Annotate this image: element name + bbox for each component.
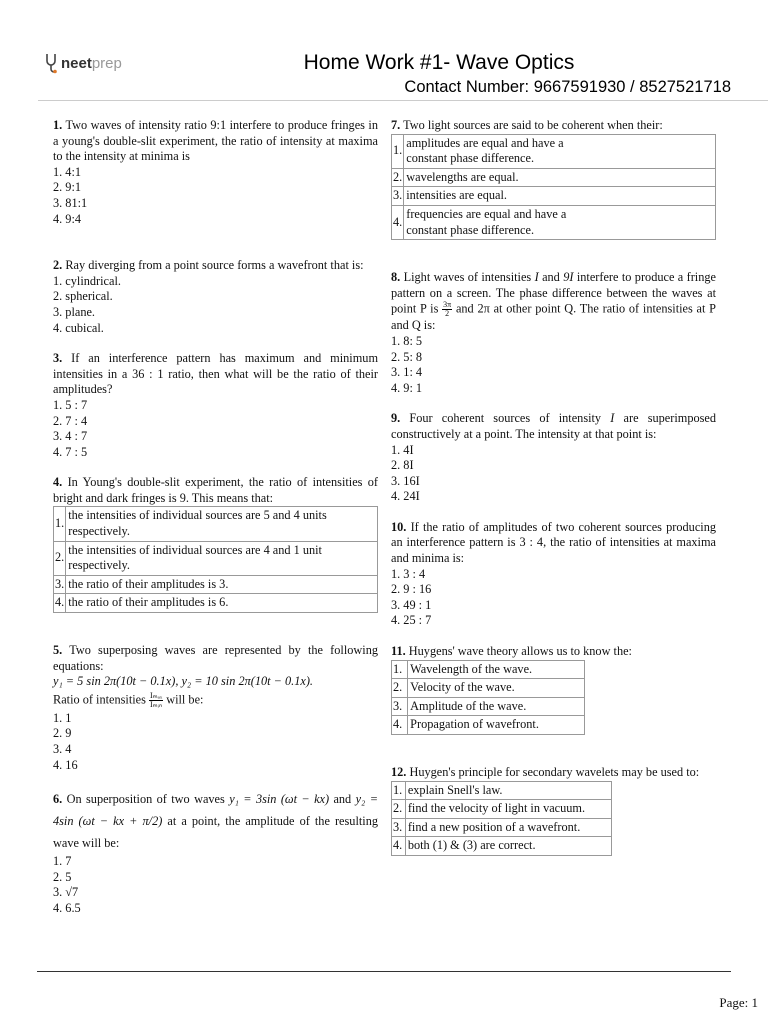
options-list — [391, 567, 716, 629]
question-6 — [53, 788, 378, 916]
question-1 — [53, 118, 378, 227]
question-text: 3. If an interference pattern has maximum and minimum intensities in a 36 : 1 ratio, then what will be the ratio of their amplitudes? — [53, 351, 379, 397]
question-5 — [53, 643, 378, 773]
option-row[interactable]: 2. the intensities of individual sources are 4 and 1 unit respectively. — [54, 541, 378, 575]
option[interactable]: 4. 25 : 7 — [391, 613, 432, 628]
option-row[interactable]: 3. the ratio of their amplitudes is 3. — [54, 575, 378, 594]
option[interactable]: 1. 4:1 — [53, 164, 82, 179]
page-title: Home Work #1- Wave Optics — [303, 51, 575, 74]
options-list — [53, 398, 378, 460]
question-9 — [391, 411, 716, 505]
options-list — [53, 711, 378, 773]
option-row[interactable]: 4. both (1) & (3) are correct. — [392, 837, 612, 856]
option-row[interactable]: 2. wavelengths are equal. — [392, 168, 716, 187]
question-text: 9. Four coherent sources of intensity I are superimposed constructively at a point. The intensity at that point is: — [391, 411, 717, 441]
option-row[interactable]: 4. Propagation of wavefront. — [392, 716, 585, 735]
option[interactable]: 1. cylindrical. — [53, 273, 121, 288]
right-column — [391, 118, 716, 856]
option-row[interactable]: 1. the intensities of individual sources are 5 and 4 units respectively. — [54, 507, 378, 541]
options-table — [391, 660, 585, 735]
option[interactable]: 2. 9:1 — [53, 180, 82, 195]
question-7 — [391, 118, 716, 240]
option-row[interactable]: 2. Velocity of the wave. — [392, 679, 585, 698]
option[interactable]: 2. 5: 8 — [391, 349, 423, 364]
option[interactable]: 2. 9 — [53, 726, 72, 741]
option[interactable]: 4. 16 — [53, 757, 78, 772]
option[interactable]: 3. plane. — [53, 304, 96, 319]
option[interactable]: 1. 5 : 7 — [53, 397, 88, 412]
option-row[interactable]: 1. Wavelength of the wave. — [392, 660, 585, 679]
options-list — [53, 854, 378, 916]
options-list — [53, 274, 378, 336]
options-list — [391, 443, 716, 505]
option[interactable]: 1. 7 — [53, 854, 72, 869]
options-list — [53, 165, 378, 227]
option[interactable]: 2. spherical. — [53, 289, 113, 304]
page-number: Page: 1 — [719, 995, 758, 1010]
option[interactable]: 2. 9 : 16 — [391, 582, 432, 597]
question-text: 8. Light waves of intensities I and 9I interfere to produce a fringe pattern on a screen. The phase difference between the waves at point P is $\frac{3\pi}{2}$ and 2π at other point Q. The ratio of intensities at P and Q is: — [391, 270, 717, 333]
option[interactable]: 4. 24I — [391, 489, 420, 504]
question-3 — [53, 351, 378, 460]
question-text: 11. Huygens' wave theory allows us to know the: — [391, 644, 632, 659]
option[interactable]: 4. 7 : 5 — [53, 444, 88, 459]
option[interactable]: 3. 4 — [53, 742, 72, 756]
question-12 — [391, 765, 716, 856]
option[interactable]: 3. 1: 4 — [391, 365, 423, 380]
option[interactable]: 1. 8: 5 — [391, 333, 423, 348]
option-row[interactable]: 2. find the velocity of light in vacuum. — [392, 800, 612, 819]
option-row[interactable]: 3. Amplitude of the wave. — [392, 697, 585, 716]
left-column — [53, 118, 378, 917]
option[interactable]: 1. 1 — [53, 710, 72, 725]
option[interactable]: 3. 16I — [391, 473, 420, 488]
question-text: 2. Ray diverging from a point source forms a wavefront that is: — [53, 258, 364, 273]
options-table — [391, 781, 612, 856]
equation: y₁ = 5 sin 2π(10t − 0.1x), y₂ = 10 sin 2π(10t − 0.1x). — [53, 674, 313, 689]
question-text: 7. Two light sources are said to be coherent when their: — [391, 118, 663, 132]
option[interactable]: 3. 81:1 — [53, 195, 88, 210]
option[interactable]: 2. 5 — [53, 869, 72, 884]
question-10 — [391, 520, 716, 629]
options-table — [391, 134, 716, 241]
question-2 — [53, 258, 378, 336]
option[interactable]: 4. 9:4 — [53, 211, 82, 226]
option-row[interactable]: 3. find a new position of a wavefront. — [392, 818, 612, 837]
question-text: 12. Huygen's principle for secondary wavelets may be used to: — [391, 765, 700, 779]
option[interactable]: 4. 6.5 — [53, 900, 81, 915]
fraction: $\frac{\text{Iₘₐₓ}}{\text{Iₘᵢₙ}}$ — [149, 690, 163, 709]
question-text: 4. In Young's double-slit experiment, the ratio of intensities of bright and dark fringes is 9. This means that: — [53, 475, 378, 505]
option[interactable]: 1. 4I — [391, 442, 414, 457]
option[interactable]: 2. 7 : 4 — [53, 413, 88, 428]
logo-text: neetprep — [61, 54, 122, 72]
question-11 — [391, 644, 716, 735]
option-row[interactable]: 4. the ratio of their amplitudes is 6. — [54, 594, 378, 613]
ratio-line: Ratio of intensities $\frac{\text{Iₘₐₓ}}{\text{Iₘᵢₙ}}$ will be: — [53, 690, 204, 709]
header-divider — [38, 100, 768, 101]
options-list — [391, 334, 716, 396]
question-text: 5. Two superposing waves are represented by the following equations: — [53, 643, 378, 673]
fraction: $\frac{3\pi}{2}$ — [443, 300, 452, 319]
option[interactable]: 4. cubical. — [53, 320, 104, 335]
footer-divider — [37, 971, 731, 972]
options-table — [53, 506, 378, 613]
option[interactable]: 1. 3 : 4 — [391, 566, 426, 581]
question-text: 6. On superposition of two waves y₁ = 3sin (ωt − kx) and y₂ = 4sin (ωt − kx + π/2) at a point, the amplitude of the resulting wave will be: — [53, 792, 378, 851]
option[interactable]: 3. 49 : 1 — [391, 597, 432, 612]
question-text: 10. If the ratio of amplitudes of two coherent sources producing an interference pattern is 3 : 4, the ratio of intensities at maxima and minima is: — [391, 519, 716, 566]
option-row[interactable]: 1. amplitudes are equal and have a constant phase difference. — [392, 134, 716, 168]
option-row[interactable]: 3. intensities are equal. — [392, 187, 716, 206]
option[interactable]: 3. 4 : 7 — [53, 429, 88, 444]
option-row[interactable]: 1. explain Snell's law. — [392, 781, 612, 800]
question-4 — [53, 475, 378, 613]
option[interactable]: 2. 8I — [391, 458, 414, 473]
option[interactable]: 3. √7 — [53, 885, 79, 900]
option-row[interactable]: 4. frequencies are equal and have a constant phase difference. — [392, 205, 716, 239]
question-text: 1. Two waves of intensity ratio 9:1 interfere to produce fringes in a young's double-slit experiment, the ratio of intensity at maxima to the intensity at minima is — [53, 118, 378, 164]
question-8 — [391, 270, 716, 396]
contact-number: Contact Number: 9667591930 / 8527521718 — [404, 78, 731, 96]
option[interactable]: 4. 9: 1 — [391, 380, 423, 395]
